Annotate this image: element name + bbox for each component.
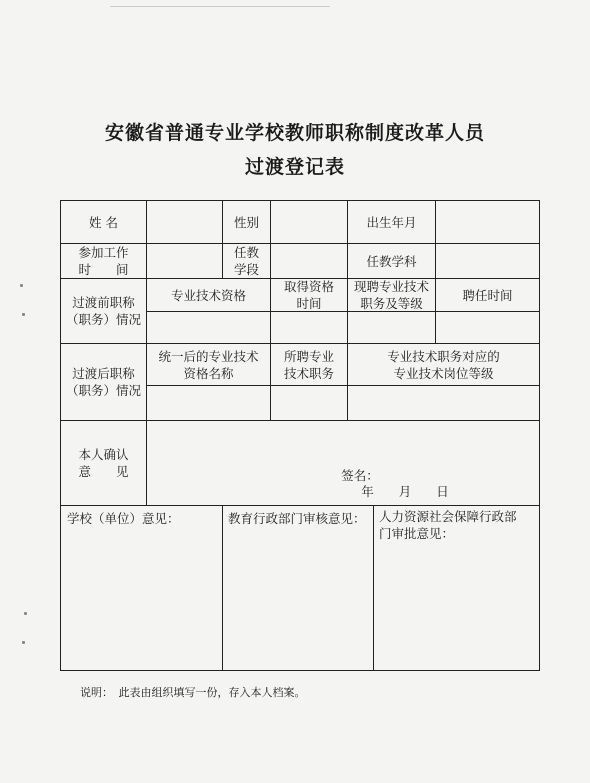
footnote: 说明： 此表由组织填写一份，存入本人档案。 [80, 686, 306, 699]
label-after-line1: 过渡后职称 [72, 366, 135, 381]
field-hire-time[interactable] [436, 312, 539, 343]
header-obtained-time-line2: 时间 [296, 296, 322, 311]
field-obtained-time[interactable] [271, 312, 347, 343]
label-gender: 性别 [233, 214, 259, 230]
header-hired-post [271, 344, 347, 385]
label-name: 姓 名 [89, 214, 118, 230]
sign-label: 签名： [341, 467, 379, 483]
field-hr-opinion[interactable] [374, 550, 539, 670]
header-current-post [348, 279, 435, 311]
field-work-start[interactable] [147, 244, 222, 278]
label-work-start-line2: 时 间 [78, 262, 129, 277]
header-unified-qualification [147, 344, 270, 385]
form-title-line2: 过渡登记表 [244, 156, 345, 178]
header-hire-time: 聘任时间 [462, 287, 513, 303]
label-teach-level [223, 244, 270, 278]
field-current-post[interactable] [348, 312, 435, 343]
header-obtained-time [271, 279, 347, 311]
field-post-level[interactable] [348, 386, 539, 420]
label-confirm [61, 421, 146, 505]
field-teach-level[interactable] [271, 244, 347, 278]
header-post-level [348, 344, 539, 385]
scan-speck [20, 284, 23, 287]
label-teach-level-line2: 学段 [233, 262, 259, 277]
field-unified-qualification[interactable] [147, 386, 270, 420]
label-work-start-line1: 参加工作 [78, 245, 129, 260]
label-teach-level-line1: 任教 [233, 245, 259, 260]
header-post-level-line1: 专业技术职务对应的 [387, 348, 500, 364]
label-before-line2: （职务）情况 [65, 312, 141, 327]
label-hr-line1: 人力资源社会保障行政部 [379, 509, 517, 524]
field-hired-post[interactable] [271, 386, 347, 420]
table-border-bottom [60, 670, 540, 671]
label-birth: 出生年月 [366, 214, 417, 230]
header-hired-post-line2: 技术职务 [283, 365, 334, 381]
header-unified-line1: 统一后的专业技术 [158, 348, 259, 364]
table-border-right [539, 200, 540, 670]
scan-edge-line [110, 6, 330, 7]
label-education-opinion: 教育行政部门审核意见： [228, 511, 366, 526]
label-confirm-line2: 意 见 [78, 464, 129, 479]
label-before-line1: 过渡前职称 [72, 295, 135, 310]
field-name[interactable] [147, 201, 222, 243]
header-obtained-time-line1: 取得资格 [283, 279, 334, 294]
label-before [61, 279, 146, 343]
scan-speck [24, 612, 27, 615]
label-after [61, 344, 146, 420]
header-current-post-line1: 现聘专业技术 [353, 279, 429, 294]
field-qualification[interactable] [147, 312, 270, 343]
field-birth[interactable] [436, 201, 539, 243]
field-confirm[interactable] [147, 421, 539, 505]
label-hr-line2: 门审批意见： [379, 526, 455, 541]
field-teach-subject[interactable] [436, 244, 539, 278]
label-confirm-line1: 本人确认 [78, 447, 129, 462]
field-gender[interactable] [271, 201, 347, 243]
scan-speck [22, 641, 25, 644]
field-school-opinion[interactable] [61, 532, 222, 670]
label-school-opinion: 学校（单位）意见： [67, 511, 180, 526]
header-hired-post-line1: 所聘专业 [283, 348, 334, 364]
field-education-opinion[interactable] [223, 532, 373, 670]
label-hr-opinion [379, 508, 539, 548]
header-current-post-line2: 职务及等级 [360, 296, 423, 311]
label-teach-subject: 任教学科 [366, 253, 417, 269]
form-title-line1: 安徽省普通专业学校教师职称制度改革人员 [104, 122, 485, 144]
scan-speck [22, 313, 25, 316]
label-work-start [61, 244, 146, 278]
table-rule [60, 505, 540, 506]
header-post-level-line2: 专业技术岗位等级 [393, 365, 494, 381]
header-qualification: 专业技术资格 [170, 287, 246, 303]
label-after-line2: （职务）情况 [65, 383, 141, 398]
date-label: 年 月 日 [361, 483, 449, 499]
header-unified-line2: 资格名称 [183, 365, 234, 381]
